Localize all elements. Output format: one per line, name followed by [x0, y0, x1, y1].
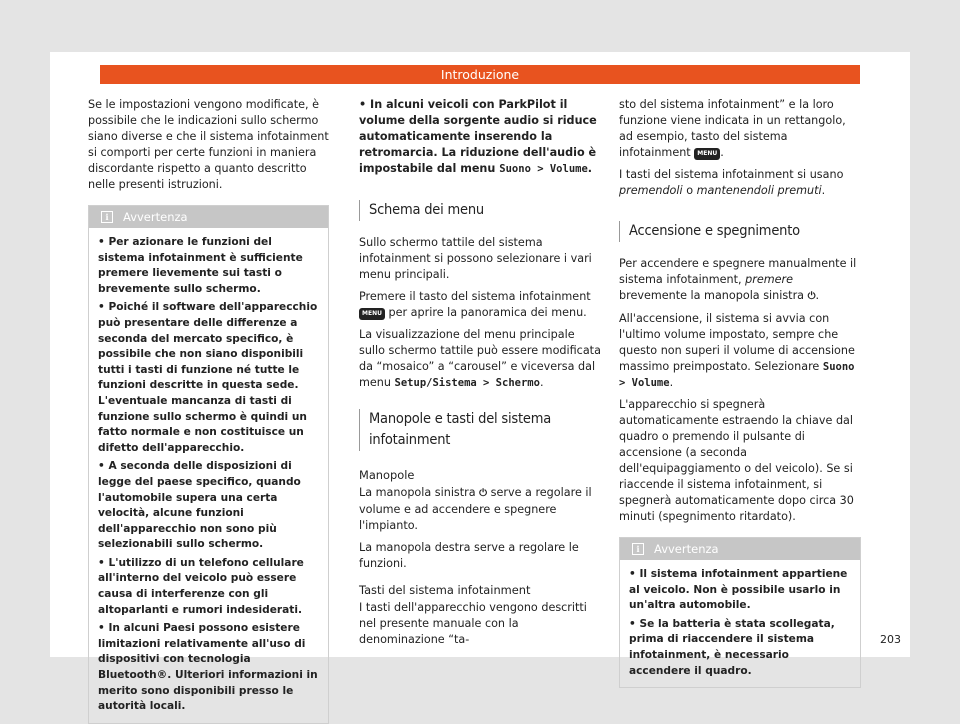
- warning-body: [89, 228, 328, 723]
- warning-item: • In alcuni Paesi possono esistere limitazioni relativamente all'uso di dispositivi con tecnologia Bluetooth®. Ulteriori informazioni in merito sono disponibili presso le autorità locali.: [98, 621, 319, 715]
- menu-paragraph-3: La visualizzazione del menu principale sullo schermo tattile può essere modificata da “mosaico” a “carousel” e viceversa dal menu Setup/Sistema > Schermo.: [359, 328, 601, 389]
- keys-paragraph-2: I tasti del sistema infotainment si usano premendoli o mantenendoli premuti.: [619, 168, 844, 197]
- warning-title: Avvertenza: [123, 210, 188, 224]
- warning-body: [620, 560, 860, 687]
- knobs-paragraph-1: La manopola sinistra ⏻ serve a regolare il volume e ad accendere e spegnere l'impianto.: [359, 486, 592, 532]
- intro-paragraph: Se le impostazioni vengono modificate, è possibile che le indicazioni sullo schermo siano diverse e che il sistema infotainment si comporti per certe funzioni in maniera discordante rispetto a quanto descritto nelle presenti istruzioni.: [88, 98, 329, 191]
- column-2: [359, 97, 602, 654]
- menu-paragraph-1: Sullo schermo tattile del sistema infotainment si possono selezionare i vari menu principali.: [359, 236, 592, 281]
- warning-box: [88, 205, 329, 724]
- menu-key-icon: MENU: [359, 308, 385, 320]
- keys-subheading: Tasti del sistema infotainment: [359, 583, 531, 597]
- knobs-paragraph-2: La manopola destra serve a regolare le funzioni.: [359, 541, 579, 570]
- heading-power: Accensione e spegnimento: [619, 221, 861, 242]
- warning-item: • Poiché il software dell'apparecchio può presentare delle differenze a seconda del mercato specifico, è possibile che non siano disponibili tutti i tasti di funzione né tutte le funzioni descritte in questa sede. L'eventuale mancanza di tasti di funzione sullo schermo è quindi un fatto normale e non costituisce un difetto dell'apparecchio.: [98, 300, 319, 456]
- power-icon: ⏻: [479, 488, 488, 499]
- section-header: Introduzione: [100, 65, 860, 84]
- menu-paragraph-2: Premere il tasto del sistema infotainment MENU per aprire la panoramica dei menu.: [359, 290, 591, 319]
- page-number: 203: [880, 633, 901, 646]
- menu-path: Setup/Sistema > Schermo: [394, 377, 540, 389]
- parkpilot-note: • In alcuni veicoli con ParkPilot il volume della sorgente audio si riduce automaticamente inserendo la retromarcia. La riduzione dell'audio è impostabile dal menu Suono > Volume.: [359, 97, 602, 177]
- column-1: [88, 97, 329, 724]
- heading-knobs-keys: Manopole e tasti del sistema infotainment: [359, 409, 602, 451]
- power-paragraph-2: All'accensione, il sistema si avvia con l'ultimo volume impostato, sempre che questo non superi il volume di accensione massimo preimpostato. Selezionare Suono > Volume.: [619, 312, 855, 389]
- info-icon: i: [101, 211, 113, 223]
- heading-menu-scheme: Schema dei menu: [359, 200, 602, 221]
- info-icon: i: [632, 543, 644, 555]
- menu-path: Suono > Volume: [499, 163, 588, 175]
- menu-key-icon: MENU: [694, 148, 720, 160]
- warning-item: • Il sistema infotainment appartiene al veicolo. Non è possibile usarlo in un'altra automobile.: [629, 567, 851, 614]
- warning-header: [620, 538, 860, 560]
- power-paragraph-1: Per accendere e spegnere manualmente il sistema infotainment, premere brevemente la manopola sinistra ⏻.: [619, 256, 861, 305]
- warning-item: • Se la batteria è stata scollegata, prima di riaccendere il sistema infotainment, è necessario accendere il quadro.: [629, 617, 851, 679]
- knobs-subheading: Manopole: [359, 468, 415, 482]
- column-3: [619, 97, 861, 688]
- power-icon: ⏻: [807, 291, 816, 302]
- warning-item: • A seconda delle disposizioni di legge del paese specifico, quando l'automobile supera una certa velocità, alcune funzioni dell'apparecchio non sono più selezionabili sullo schermo.: [98, 459, 319, 553]
- warning-item: • Per azionare le funzioni del sistema infotainment è sufficiente premere lievemente sui tasti o brevemente sullo schermo.: [98, 235, 319, 297]
- warning-box: [619, 537, 861, 688]
- power-paragraph-3: L'apparecchio si spegnerà automaticamente estraendo la chiave dal quadro o premendo il pulsante di accensione (a seconda dell'equipaggiamento o del veicolo). Se si riaccende il sistema infotainment, si spegnerà automaticamente dopo circa 30 minuti (spegnimento ritardato).: [619, 398, 854, 523]
- menu-path: Suono > Volume: [619, 361, 855, 389]
- warning-item: • L'utilizzo di un telefono cellulare all'interno del veicolo può essere causa di interferenze con gli altoparlanti e rumori indesiderati.: [98, 556, 319, 618]
- keys-paragraph-cont: sto del sistema infotainment” e la loro funzione viene indicata in un rettangolo, ad esempio, tasto del sistema infotainment MENU .: [619, 98, 846, 159]
- warning-title: Avvertenza: [654, 542, 719, 556]
- keys-paragraph-1: I tasti dell'apparecchio vengono descritti nel presente manuale con la denominazione “ta-: [359, 601, 587, 646]
- warning-header: [89, 206, 328, 228]
